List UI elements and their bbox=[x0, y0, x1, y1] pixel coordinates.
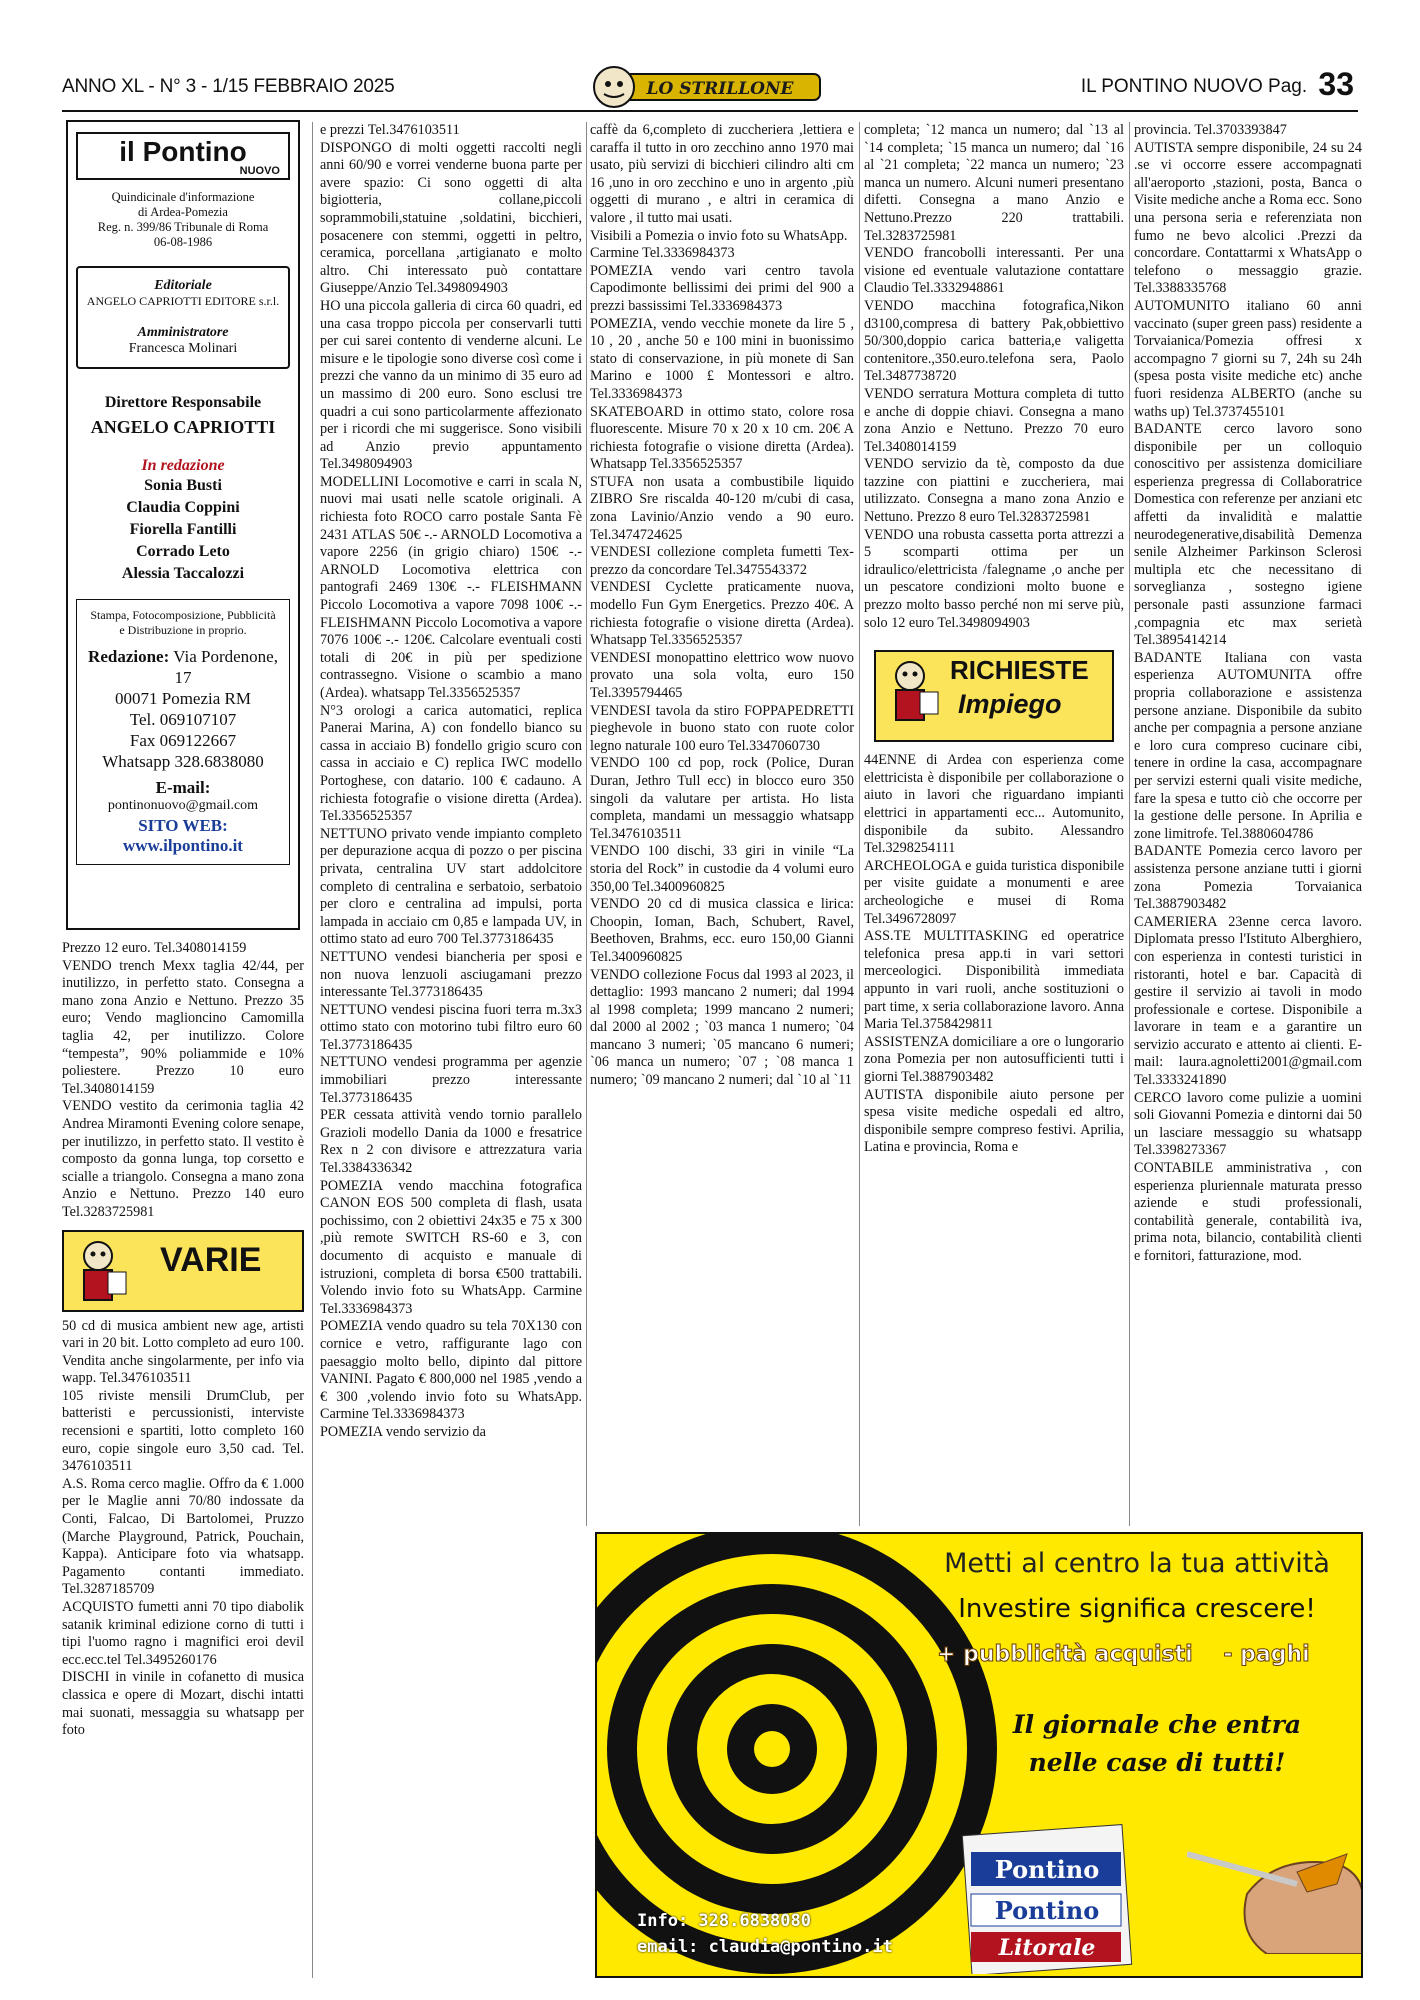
hand-dart-graphic bbox=[1187, 1784, 1363, 1954]
newspaper-stack-graphic bbox=[957, 1824, 1217, 1974]
ad-headline: Metti al centro la tua attività bbox=[944, 1548, 1330, 1579]
redazione-address-label: Redazione: bbox=[88, 647, 170, 666]
ad-tagline bbox=[937, 1642, 1310, 1667]
classified-text: 44ENNE di Ardea con esperienza come elettricista è disponibile per collaborazione o aiuto in lavori che riguardano impianti elettrici in appartamenti ecc... Automunito, disponibile da subito. Alessandro Tel.3298254111 ARCHEOLOGA e guida turistica disponibile per visite guidate a monumenti e aree archeologiche e musei di Roma Tel.3496728097 ASS.TE MULTITASKING ed operatrice telefonica presa app.ti in vari settori merceologici. Disponibilità immediata appunto in vari ruoli, anche sostituzioni o part time, x seria collaborazione lavoro. Anna Maria Tel.3758429811 ASSISTENZA domiciliare a ore o lungorario zona Pomezia per non autosufficienti tutti i giorni Tel.3887903482 AUTISTA disponibile aiuto persone per spesa visite mediche ospedali ed altro, disponibile sempre compreso festivi. Aprilia, Latina e provincia, Roma e bbox=[864, 752, 1124, 1156]
svg-text:Pontino: Pontino bbox=[994, 1855, 1100, 1884]
whatsapp: Whatsapp 328.6838080 bbox=[102, 752, 264, 771]
redazione-address: Via Pordenone, 17 bbox=[173, 647, 278, 687]
ad-email[interactable]: email: claudia@pontino.it bbox=[637, 1937, 893, 1957]
header-rule bbox=[62, 110, 1358, 112]
ad-subheadline: Investire significa crescere! bbox=[958, 1594, 1316, 1624]
classified-text: caffè da 6,completo di zuccheriera ,lettiera e caraffa il tutto in oro zecchino anno 1970 mai usato, più servizi di bicchieri cilindro alti cm 16 ,uno in oro zecchino e uno in argento ,più oggetti di murano , e altri in ceramica di valore , il tutto mai usati. Visibili a Pomezia o invio foto su WhatsApp. Carmine Tel.3336984373 POMEZIA vendo vari centro tavola Capodimonte bellissimi dei primi del 900 a prezzi bassissimi Tel.3336984373 POMEZIA, vendo vecchie monete da lire 5 , 10 , 20 , anche 50 e 100 mini in buonissimo stato di conservazione, in più monete di San Marino e 1000 £ Montessori e altro. Tel.3336984373 SKATEBOARD in ottimo stato, colore rosa fluorescente. Misure 70 x 20 x 10 cm. 20€ A richiesta fotografie o visione diretta (Ardea). Whatsapp Tel.3356525357 STUFA non usata a combustibile liquido ZIBRO Sre riscalda 40-120 m/cubi di casa, zona Lavinio/Anzio vendo a 90 euro. Tel.3474724625 VENDESI collezione completa fumetti Tex- prezzo da concordare Tel.3475543372 VENDESI Cyclette praticamente nuova, modello Fun Gym Energetics. Prezzo 40€. A richiesta fotografie o visione diretta (Ardea). Whatsapp Tel.3356525357 VENDESI monopattino elettrico wow nuovo provato una sola volta, euro 150 Tel.3395794465 VENDESI tavola da stiro FOPPAPEDRETTI pieghevole in buono stato con ruote color legno naturale 100 euro Tel.3347060730 VENDO 100 cd pop, rock (Police, Duran Duran, Jethro Tull ecc) in blocco euro 350 singoli da valutare per artista. Ho lista completa, mandami un messaggio whatsapp Tel.3476103511 VENDO 100 dischi, 33 giri in vinile “La storia del Rock” in custodie da 4 volumi euro 350,00 Tel.3400960825 VENDO 20 cd di musica classica e lirica: Choopin, Ioman, Bach, Schubert, Ravel, Beethoven, Brahms, ecc. euro 150,00 Gianni Tel.3400960825 VENDO collezione Focus dal 1993 al 2023, il dettaglio: 1993 mancano 2 numeri; dal 1994 al 1998 completa; 1999 mancano 2 numeri; dal 2000 al 2002 ; `03 manca 1 numero; `04 mancano 3 numeri; `05 mancano 6 numeri; `06 manca un numero; `07 ; `08 manca 1 numero; `09 mancano 2 numeri; dal `10 al `11 bbox=[590, 122, 854, 1089]
amministratore-name: Francesca Molinari bbox=[128, 341, 238, 356]
column-2 bbox=[320, 122, 582, 1978]
column-divider bbox=[1129, 122, 1130, 1526]
classified-text: 50 cd di musica ambient new age, artisti vari in 20 bit. Lotto completo ad euro 100. Vendita anche singolarmente, per info via wapp. Tel.3476103511 105 riviste mensili DrumClub, per batteristi e percussionisti, interviste recensioni e spartiti, lotto completo 160 euro, copie singole euro 3,50 cad. Tel. 3476103511 A.S. Roma cerco maglie. Offro da € 1.000 per le Maglie anni 70/80 indossate da Conti, Falcao, Di Bartolomei, Pruzzo (Marche Playground, Patrick, Pouchain, Kappa). Anticipare foto via whatsapp. Pagamento contanti immediato. Tel.3287185709 ACQUISTO fumetti anni 70 tipo diabolik satanik kriminal edizione corno di tutti i tipi l'uomo ragno i magnifici eroi devil ecc.ecc.tel Tel.3495260176 DISCHI in vinile in cofanetto di musica classica e opere di Mozart, dischi intatti mai suonati, messaggia su whatsapp per foto bbox=[62, 1317, 304, 1739]
staff-name: Claudia Coppini bbox=[126, 499, 240, 516]
email-label: E-mail: bbox=[155, 778, 211, 797]
ad-tagline-part: + pubblicità acquisti bbox=[937, 1642, 1193, 1667]
staff-name: Fiorella Fantilli bbox=[129, 521, 237, 538]
section-banner-varie bbox=[62, 1230, 304, 1312]
page-header-right bbox=[1081, 66, 1354, 103]
column-divider bbox=[312, 122, 313, 1978]
ad-phone[interactable]: Info: 328.6838080 bbox=[637, 1911, 811, 1931]
column-1 bbox=[62, 940, 304, 1976]
website-link[interactable]: SITO WEB: www.ilpontino.it bbox=[123, 816, 243, 855]
ad-slogan: Il giornale che entra nelle case di tutti! bbox=[1012, 1710, 1302, 1777]
column-divider bbox=[586, 122, 587, 1526]
masthead-box bbox=[66, 120, 300, 930]
publisher-box bbox=[76, 266, 290, 369]
email-address[interactable]: pontinonuovo@gmail.com bbox=[107, 798, 259, 813]
issue-info: ANNO XL - N° 3 - 1/15 FEBBRAIO 2025 bbox=[62, 76, 395, 97]
amministratore-label: Amministratore bbox=[137, 325, 229, 340]
direttore-label: Direttore Responsabile bbox=[104, 394, 262, 411]
advertisement-box[interactable] bbox=[595, 1532, 1363, 1978]
lo-strillone-logo bbox=[592, 64, 828, 110]
paper-name: IL PONTINO NUOVO bbox=[1080, 76, 1263, 97]
editoriale-name: ANGELO CAPRIOTTI EDITORE s.r.l. bbox=[86, 294, 280, 308]
column-4 bbox=[864, 122, 1124, 1526]
stampa-note: Stampa, Fotocomposizione, Pubblicità e Distribuzione in proprio. bbox=[90, 608, 276, 637]
svg-text:LO STRILLONE: LO STRILLONE bbox=[646, 79, 794, 99]
column-divider bbox=[859, 122, 860, 1526]
redazione-label: In redazione bbox=[141, 457, 225, 474]
section-title-richieste: RICHIESTE bbox=[950, 655, 1089, 686]
staff-name: Sonia Busti bbox=[144, 477, 222, 494]
staff-name: Alessia Taccalozzi bbox=[121, 565, 245, 582]
ad-contacts bbox=[637, 1908, 893, 1960]
direttore-name: ANGELO CAPRIOTTI bbox=[90, 417, 276, 437]
masthead-title-box bbox=[76, 132, 290, 180]
strillone-mascot-icon bbox=[880, 656, 942, 726]
strillone-mascot-icon bbox=[68, 1236, 130, 1306]
fax: Fax 069122667 bbox=[129, 731, 237, 750]
masthead-subtitle: NUOVO bbox=[239, 165, 280, 177]
column-5 bbox=[1134, 122, 1362, 1526]
masthead-description: Quindicinale d'informazione di Ardea-Pomezia Reg. n. 399/86 Tribunale di Roma 06-08-1986 bbox=[97, 190, 269, 249]
svg-text:Pontino: Pontino bbox=[994, 1896, 1100, 1925]
classified-text: completa; `12 manca un numero; dal `13 al `14 completa; `15 manca un numero; dal `16 al `21 completa; `22 manca un numero; `23 manca un numero. Alcuni numeri presentano difetti. Consegna a mano Anzio e Nettuno.Prezzo 220 trattabili. Tel.3283725981 VENDO francobolli interessanti. Per una visione ed eventuale valutazione contattare Claudio Tel.3332948861 VENDO macchina fotografica,Nikon d3100,compresa di battery Pak,obbiettivo 50/300,doppio carica batteria,e valigetta contenitore.,350.euro.telefona sera, Paolo Tel.3487738720 VENDO serratura Mottura completa di tutto e anche di doppie chiavi. Consegna a mano zona Anzio e Nettuno. Prezzo 70 euro Tel.3408014159 VENDO servizio da tè, composto da due tazzine con piattini e zuccheriera, mai utilizzato. Consegna a mano zona Anzio e Nettuno. Prezzo 8 euro Tel.3283725981 VENDO una robusta cassetta porta attrezzi a 5 scomparti ottima per un idraulico/elettricista /falegname ,o anche per un pescatore condizioni molto buone e prezzo molto basso perché non mi serve più, solo 12 euro Tel.3498094903 bbox=[864, 122, 1124, 631]
pag-label: Pag. bbox=[1268, 76, 1308, 97]
section-title-impiego: Impiego bbox=[958, 689, 1062, 720]
classified-text: e prezzi Tel.3476103511 DISPONGO di molti oggetti raccolti negli anni 60/90 e vorrei venderne buona parte per avere spazio: Ci sono oggetti di alta bigiotteria, collane,piccoli soprammobili,statuine ,soldatini, bicchieri, posacenere con stemmi, oggetti in peltro, ceramica, porcellana ,artigianato e molto altro. Chi interessato può contattare Giuseppe/Anzio Tel.3498094903 HO una piccola galleria di circa 60 quadri, ed una casa troppo piccola per conservarli tutti per cui sarei contento di venderne alcuni. Le misure e le tipologie sono diverse così come i prezzi che vanno da un minimo di 35 euro ad un massimo di 200 euro. Sono esclusi tre quadri a cui sono particolarmente affezionato per i ricordi che mi suggerisce. Sono visibili ad Anzio previo appuntamento Tel.3498094903 MODELLINI Locomotive e carri in scala N, nuovi mai usati nelle scatole originali. A richiesta foto ROCO carro postale Santa Fè 2431 ATLAS 50€ -.- ARNOLD Locomotiva a vapore 2256 (in grigio chiaro) 150€ -.- ARNOLD Locomotiva elettrica con pantografi 2469 130€ -.- FLEISHMANN Piccolo Locomotiva a vapore 7098 100€ -.- FLEISHMANN Piccolo Locomotiva a vapore 7076 100€ -.- 120€. Calcolare eventuali costi totali di 20€ in più per spedizione contrassegno. Visione o scambio a mano (Ardea). whatsapp Tel.3356525357 N°3 orologi a carica automatici, replica Panerai Marina, A) con fondello bianco su cassa in acciaio B) fondello grigio scuro con cassa in acciaio e C) replica IWC modello Portoghese, con datario. 100 € cadauno. A richiesta fotografie o visione diretta (Ardea). Tel.3356525357 NETTUNO privato vende impianto completo per depurazione acqua di pozzo o per piscina privata, centralina UV start addolcitore completo di centralina e serbatoio, serbatoio per cloro e centralina ad impulsi, porta lampada in acciaio cm 0,85 e lampada UV, in ottimo stato ad euro 700 Tel.3773186435 NETTUNO vendesi biancheria per sposi e non nuova lenzuoli asciugamani prezzo interessante Tel.3773186435 NETTUNO vendesi piscina fuori terra m.3x3 ottimo stato con motorino tubi filtro euro 60 Tel.3773186435 NETTUNO vendesi programma per agenzie immobiliari prezzo interessante Tel.3773186435 PER cessata attività vendo tornio parallelo Grazioli modello Dania da 1000 e fresatrice Rex n 2 con divisore e attrezzatura varia Tel.3384336342 POMEZIA vendo macchina fotografica CANON EOS 500 completa di flash, usata pochissimo, con 2 obiettivi 24x35 e 75 x 300 ,più remote SWITCH RS-60 e 3, con documento di acquisto e manuale di istruzioni, completa di borsa €500 trattabili. Volendo invio foto su WhatsApp. Carmine Tel.3336984373 POMEZIA vendo quadro su tela 70X130 con cornice e vetro, raffigurante lago con paesaggio molto bello, dipinto dal pittore VANINI. Pagato € 800,000 nel 1985 ,vendo a € 300 ,volendo invio foto su WhatsApp. Carmine Tel.3336984373 POMEZIA vendo servizio da bbox=[320, 122, 582, 1440]
ad-tagline-part: - paghi bbox=[1223, 1642, 1310, 1667]
phone: Tel. 069107107 bbox=[129, 710, 237, 729]
staff-name: Corrado Leto bbox=[136, 543, 230, 560]
section-banner-richieste-impiego bbox=[874, 650, 1114, 742]
editoriale-label: Editoriale bbox=[154, 278, 212, 293]
cap-city: 00071 Pomezia RM bbox=[115, 689, 251, 708]
masthead-title: il Pontino bbox=[119, 136, 247, 167]
classified-text: Prezzo 12 euro. Tel.3408014159 VENDO trench Mexx taglia 42/44, per inutilizzo, in perfetto stato. Consegna a mano zona Anzio e Nettuno. Prezzo 35 euro; Vendo maglioncino Camomilla taglia 42, per inutilizzo. Colore “tempesta”, 90% poliammide e 10% poliestere. Prezzo 10 euro Tel.3408014159 VENDO vestito da cerimonia taglia 42 Andrea Miramonti Evening colore senape, per inutilizzo, in perfetto stato. Il vestito è composto da gonna lunga, top corsetto e scialle a triangolo. Consegna a mano zona Anzio e Nettuno. Prezzo 140 euro Tel.3283725981 bbox=[62, 940, 304, 1220]
column-3 bbox=[590, 122, 854, 1526]
page-number: 33 bbox=[1318, 66, 1354, 102]
svg-text:Litorale: Litorale bbox=[998, 1935, 1096, 1961]
section-title-varie: VARIE bbox=[160, 1240, 262, 1279]
contacts-box bbox=[76, 599, 290, 865]
classified-text: provincia. Tel.3703393847 AUTISTA sempre disponibile, 24 su 24 .se vi occorre essere accompagnati all'aeroporto ,stazioni, posta, Banca o Visite mediche anche a Roma ecc. Sono una persona seria e referenziata non fumo ne bevo alcolici .Prezzi da concordare. Contattarmi x WhatsApp o telefono o messaggio grazie. Tel.3388335768 AUTOMUNITO italiano 60 anni vaccinato (super green pass) residente a Torvaianica/Pomezia offresi x accompagno 7 giorni su 7, 24h su 24h (spesa posta visite mediche etc) anche fuori residenza ALBERTO (anche su waths up) Tel.3737455101 BADANTE cerco lavoro sono disponibile per un colloquio conoscitivo per assistenza domiciliare esperienza pregressa di Collaboratrice Domestica con referenze per anziani etc affetti da invalidità e malattie neurodegenerative,disabilità Demenza senile Alzheimer Parkinson Sclerosi multipla etc che necessitano di sorveglianza , sostegno igiene personale pasti assunzione farmaci ,compagnia etc max serietà Tel.3895414214 BADANTE Italiana con vasta esperienza AUTOMUNITA offre propria collaborazione e assistenza persone anziane. Disponibile da subito anche per compagnia a persone anziane e loro cura compreso cucinare cibi, tenere in ordine la casa, accompagnare per servizi esterni quali visite mediche, fare la spesa e tutto ciò che occorre per la gestione delle persone. In Aprilia e zone limitrofe. Tel.3880604786 BADANTE Pomezia cerco lavoro per assistenza persone anziane tutti i giorni zona Pomezia Torvaianica Tel.3887903482 CAMERIERA 23enne cerca lavoro. Diplomata presso l'Istituto Alberghiero, con esperienza in contesti turistici in ristoranti, hotel e bar. Capacità di gestire il servizio ai tavoli in modo professionale e cortese. Disponibile a lavorare in team e a garantire un servizio accurato e attento ai clienti. E-mail: laura.agnoletti2001@gmail.com Tel.3333241890 CERCO lavoro come pulizie a uomini soli Giovanni Pomezia e dintorni dai 50 un lasciare messaggio su whatsapp Tel.3398273367 CONTABILE amministrativa , con esperienza pluriennale maturata presso aziende e studi professionali, contabilità generale, contabilità iva, prima nota, bilancio, contabilità clienti e fornitori, fatturazione, mod. bbox=[1134, 122, 1362, 1264]
